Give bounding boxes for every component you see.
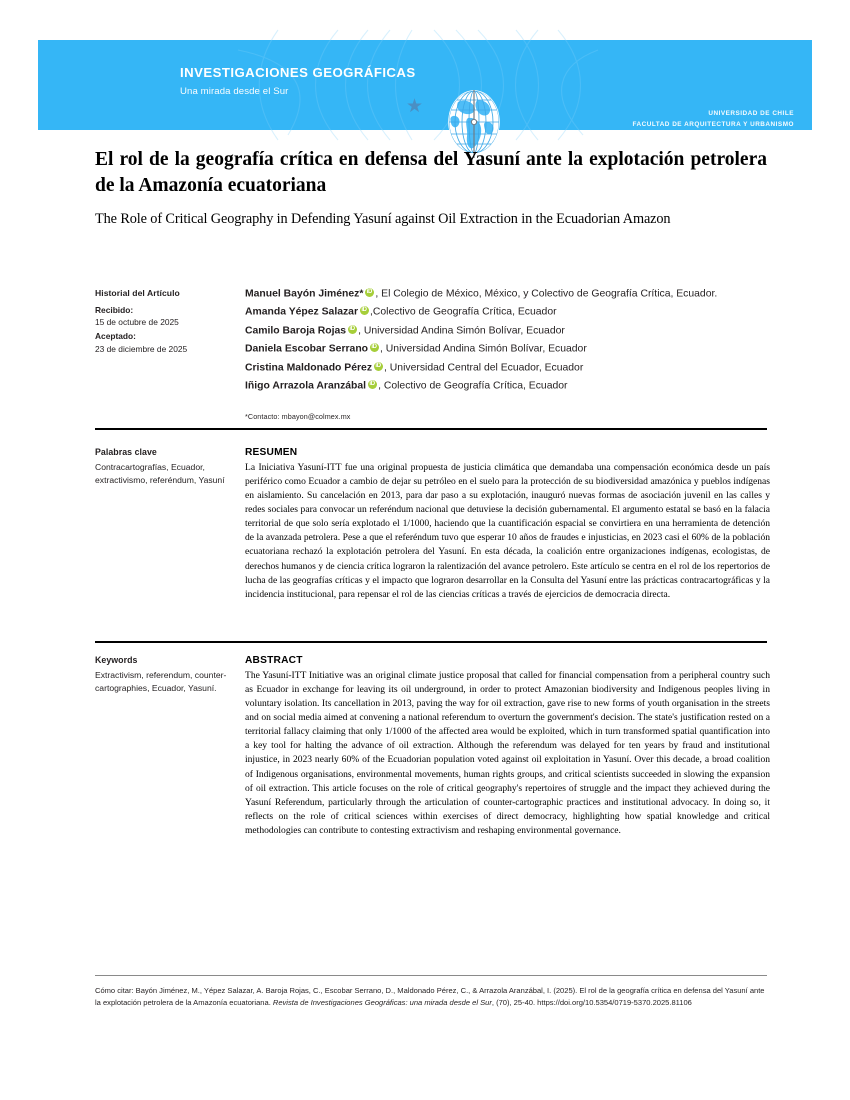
orcid-icon[interactable] [360, 306, 369, 315]
abstract-text: The Yasuní-ITT Initiative was an original climate justice proposal that called for financial compensation from a peripheral country such as Ecuador in exchange for leaving its oil underground, in order to protect Amazonian biodiversity and Indigenous peoples living in voluntary isolation. Its cancellation in 2013, paving the way for oil extraction, gave rise to new forms of youth organisation in the streets and on social media aimed at convening a national referendum to overturn the government's decision. The state's justification rested on a territorial fallacy claiming that only 1/1000 of the affected area would be exploited, which in turn transformed spatial quantification into a key tool for halting the advance of oil extraction. Although the referendum was delayed for ten years by fraud and institutional injustice, in 2023 nearly 60% of the Ecuadorian population voted against oil exploitation in Yasuní. Over this decade, a broad coalition of Indigenous organisations, environmental movements, human rights groups, and critical scientists succeeded in slowing the expansion of oil extraction. This article focuses on the role of critical geography's repertoires of struggle and the impact they achieved during the Yasuní Referendum, particularly through the articulation of counter-cartographic practices and institutional advocacy. In doing so, it reflects on the role of critical sciences within exercises of direct democracy, highlighting how spatial knowledge and critical methodologies can contribute to contesting extractivism and reshaping environmental governance. [245, 670, 770, 836]
publisher-affiliation [632, 108, 794, 142]
star-icon: ★ [406, 96, 424, 117]
author-affiliation: , Universidad Andina Simón Bolívar, Ecuador [380, 343, 587, 355]
corresponding-author-contact[interactable]: *Contacto: mbayon@colmex.mx [245, 411, 351, 421]
divider-above-resumen [95, 428, 767, 430]
orcid-icon[interactable] [370, 343, 379, 352]
keywords-list: Extractivism, referendum, counter-cartographies, Ecuador, Yasuní. [95, 670, 227, 694]
keywords-block [95, 655, 245, 695]
author-name: Camilo Baroja Rojas [245, 325, 347, 337]
author-entry [245, 362, 770, 374]
journal-title: INVESTIGACIONES GEOGRÁFICAS [180, 65, 416, 80]
resumen-body-block [245, 447, 770, 602]
accepted-label: Aceptado: [95, 331, 136, 342]
keywords-heading: Keywords [95, 655, 138, 665]
author-entry [245, 325, 770, 337]
journal-subtitle: Una mirada desde el Sur [180, 85, 289, 97]
abstract-body-block [245, 655, 770, 838]
accepted-date: 23 de diciembre de 2025 [95, 343, 188, 354]
how-to-cite [95, 985, 771, 1010]
history-heading: Historial del Artículo [95, 288, 180, 298]
article-history [95, 288, 245, 357]
orcid-icon[interactable] [365, 288, 374, 297]
author-affiliation: , El Colegio de México, México, y Colectivo de Geografía Crítica, Ecuador. [375, 288, 718, 300]
abstract-heading: ABSTRACT [245, 655, 303, 666]
author-entry [245, 380, 770, 392]
author-affiliation: , Universidad Andina Simón Bolívar, Ecuador [358, 325, 565, 337]
author-affiliation: , Universidad Central del Ecuador, Ecuador [384, 362, 584, 374]
article-title-spanish: El rol de la geografía crítica en defensa del Yasuní ante la explotación petrolera de la Amazonía ecuatoriana [95, 149, 767, 196]
abstract-section [95, 655, 770, 838]
author-name: Amanda Yépez Salazar [245, 306, 359, 318]
orcid-icon[interactable] [374, 362, 383, 371]
citation-journal-name: Revista de Investigaciones Geográficas: una mirada desde el Sur [272, 998, 492, 1008]
author-entry [245, 343, 770, 355]
author-name: Daniela Escobar Serrano [245, 343, 369, 355]
author-affiliation: ,Colectivo de Geografía Crítica, Ecuador [370, 306, 557, 318]
orcid-icon[interactable] [348, 325, 357, 334]
publisher-line-2: FACULTAD DE ARQUITECTURA Y URBANISMO [632, 121, 794, 129]
author-entry [245, 306, 770, 318]
orcid-icon[interactable] [368, 380, 377, 389]
resumen-heading: RESUMEN [245, 447, 298, 458]
palabras-clave-heading: Palabras clave [95, 447, 157, 457]
journal-branding [180, 66, 416, 97]
divider-above-citation [95, 975, 767, 976]
palabras-clave-list: Contracartografías, Ecuador, extractivismo, referéndum, Yasuní [95, 462, 225, 486]
author-name: Iñigo Arrazola Aranzábal [245, 380, 367, 392]
author-entry [245, 288, 770, 300]
citation-prefix: Cómo citar: Bayón Jiménez, M., Yépez Salazar, A. Baroja Rojas, C., Escobar Serrano, D., Maldonado Pérez, C., & Arrazola Aranzábal, I. (2025). El rol de la geografía crítica en defensa del Yasuní ante la explotación petrolera de la Amazonía ecuatoriana. [95, 986, 765, 1008]
received-date: 15 de octubre de 2025 [95, 317, 179, 328]
author-affiliation: , Colectivo de Geografía Crítica, Ecuador [378, 380, 568, 392]
journal-header-banner [38, 40, 812, 140]
palabras-clave-block [95, 447, 245, 487]
author-name: Cristina Maldonado Pérez [245, 362, 373, 374]
received-label: Recibido: [95, 305, 134, 315]
article-title-english: The Role of Critical Geography in Defending Yasuní against Oil Extraction in the Ecuadorian Amazon [95, 210, 671, 227]
resumen-section [95, 447, 770, 602]
resumen-text: La Iniciativa Yasuní-ITT fue una original propuesta de justicia climática que demandaba una compensación económica desde un país periférico como Ecuador a cambio de dejar su petróleo en el suelo para la protección de su biodiversidad amazónica y pueblos indígenas en aislamiento. Su cancelación en 2013, para dar paso a su explotación, inauguró nuevas formas de asociación juvenil en las calles y redes sociales para convocar un referéndum nacional que detuviese la decisión gubernamental. El argumento estatal se basó en la falacia territorial de que solo sería explotado el 1/1000, haciendo que la cuantificación espacial se convirtiera en una herramienta de detención de la avanzada petrolera. Pese a que el referéndum tuvo que esperar 10 años de fraudes e injusticias, en 2023 casi el 60% de la población ecuatoriana rechazó la explotación petrolera del Yasuní. En esta década, la coalición entre organizaciones indígenas, ecologistas, de derechos humanos y de ciencia crítica lograron la ralentización del avance petrolero. Este artículo se centra en el rol de los repertorios de lucha de las geografías críticas y el impacto que lograron desarrollar en la Consulta del Yasuní entre las prácticas contracartográficas y la incidencia institucional, para repensar el rol de las ciencias críticas a través de ejercicios de democracia directa. [245, 462, 770, 600]
author-name: Manuel Bayón Jiménez* [245, 288, 364, 300]
publisher-line-3: DEPARTAMENTO DE GEOGRAFÍA [677, 132, 794, 140]
author-list [245, 288, 770, 421]
publisher-line-1: UNIVERSIDAD DE CHILE [708, 110, 794, 117]
citation-suffix: , (70), 25-40. https://doi.org/10.5354/0719-5370.2025.81106 [491, 998, 692, 1008]
divider-above-abstract [95, 641, 767, 643]
authors-and-history-row [95, 288, 770, 421]
article-title-block [95, 147, 767, 228]
